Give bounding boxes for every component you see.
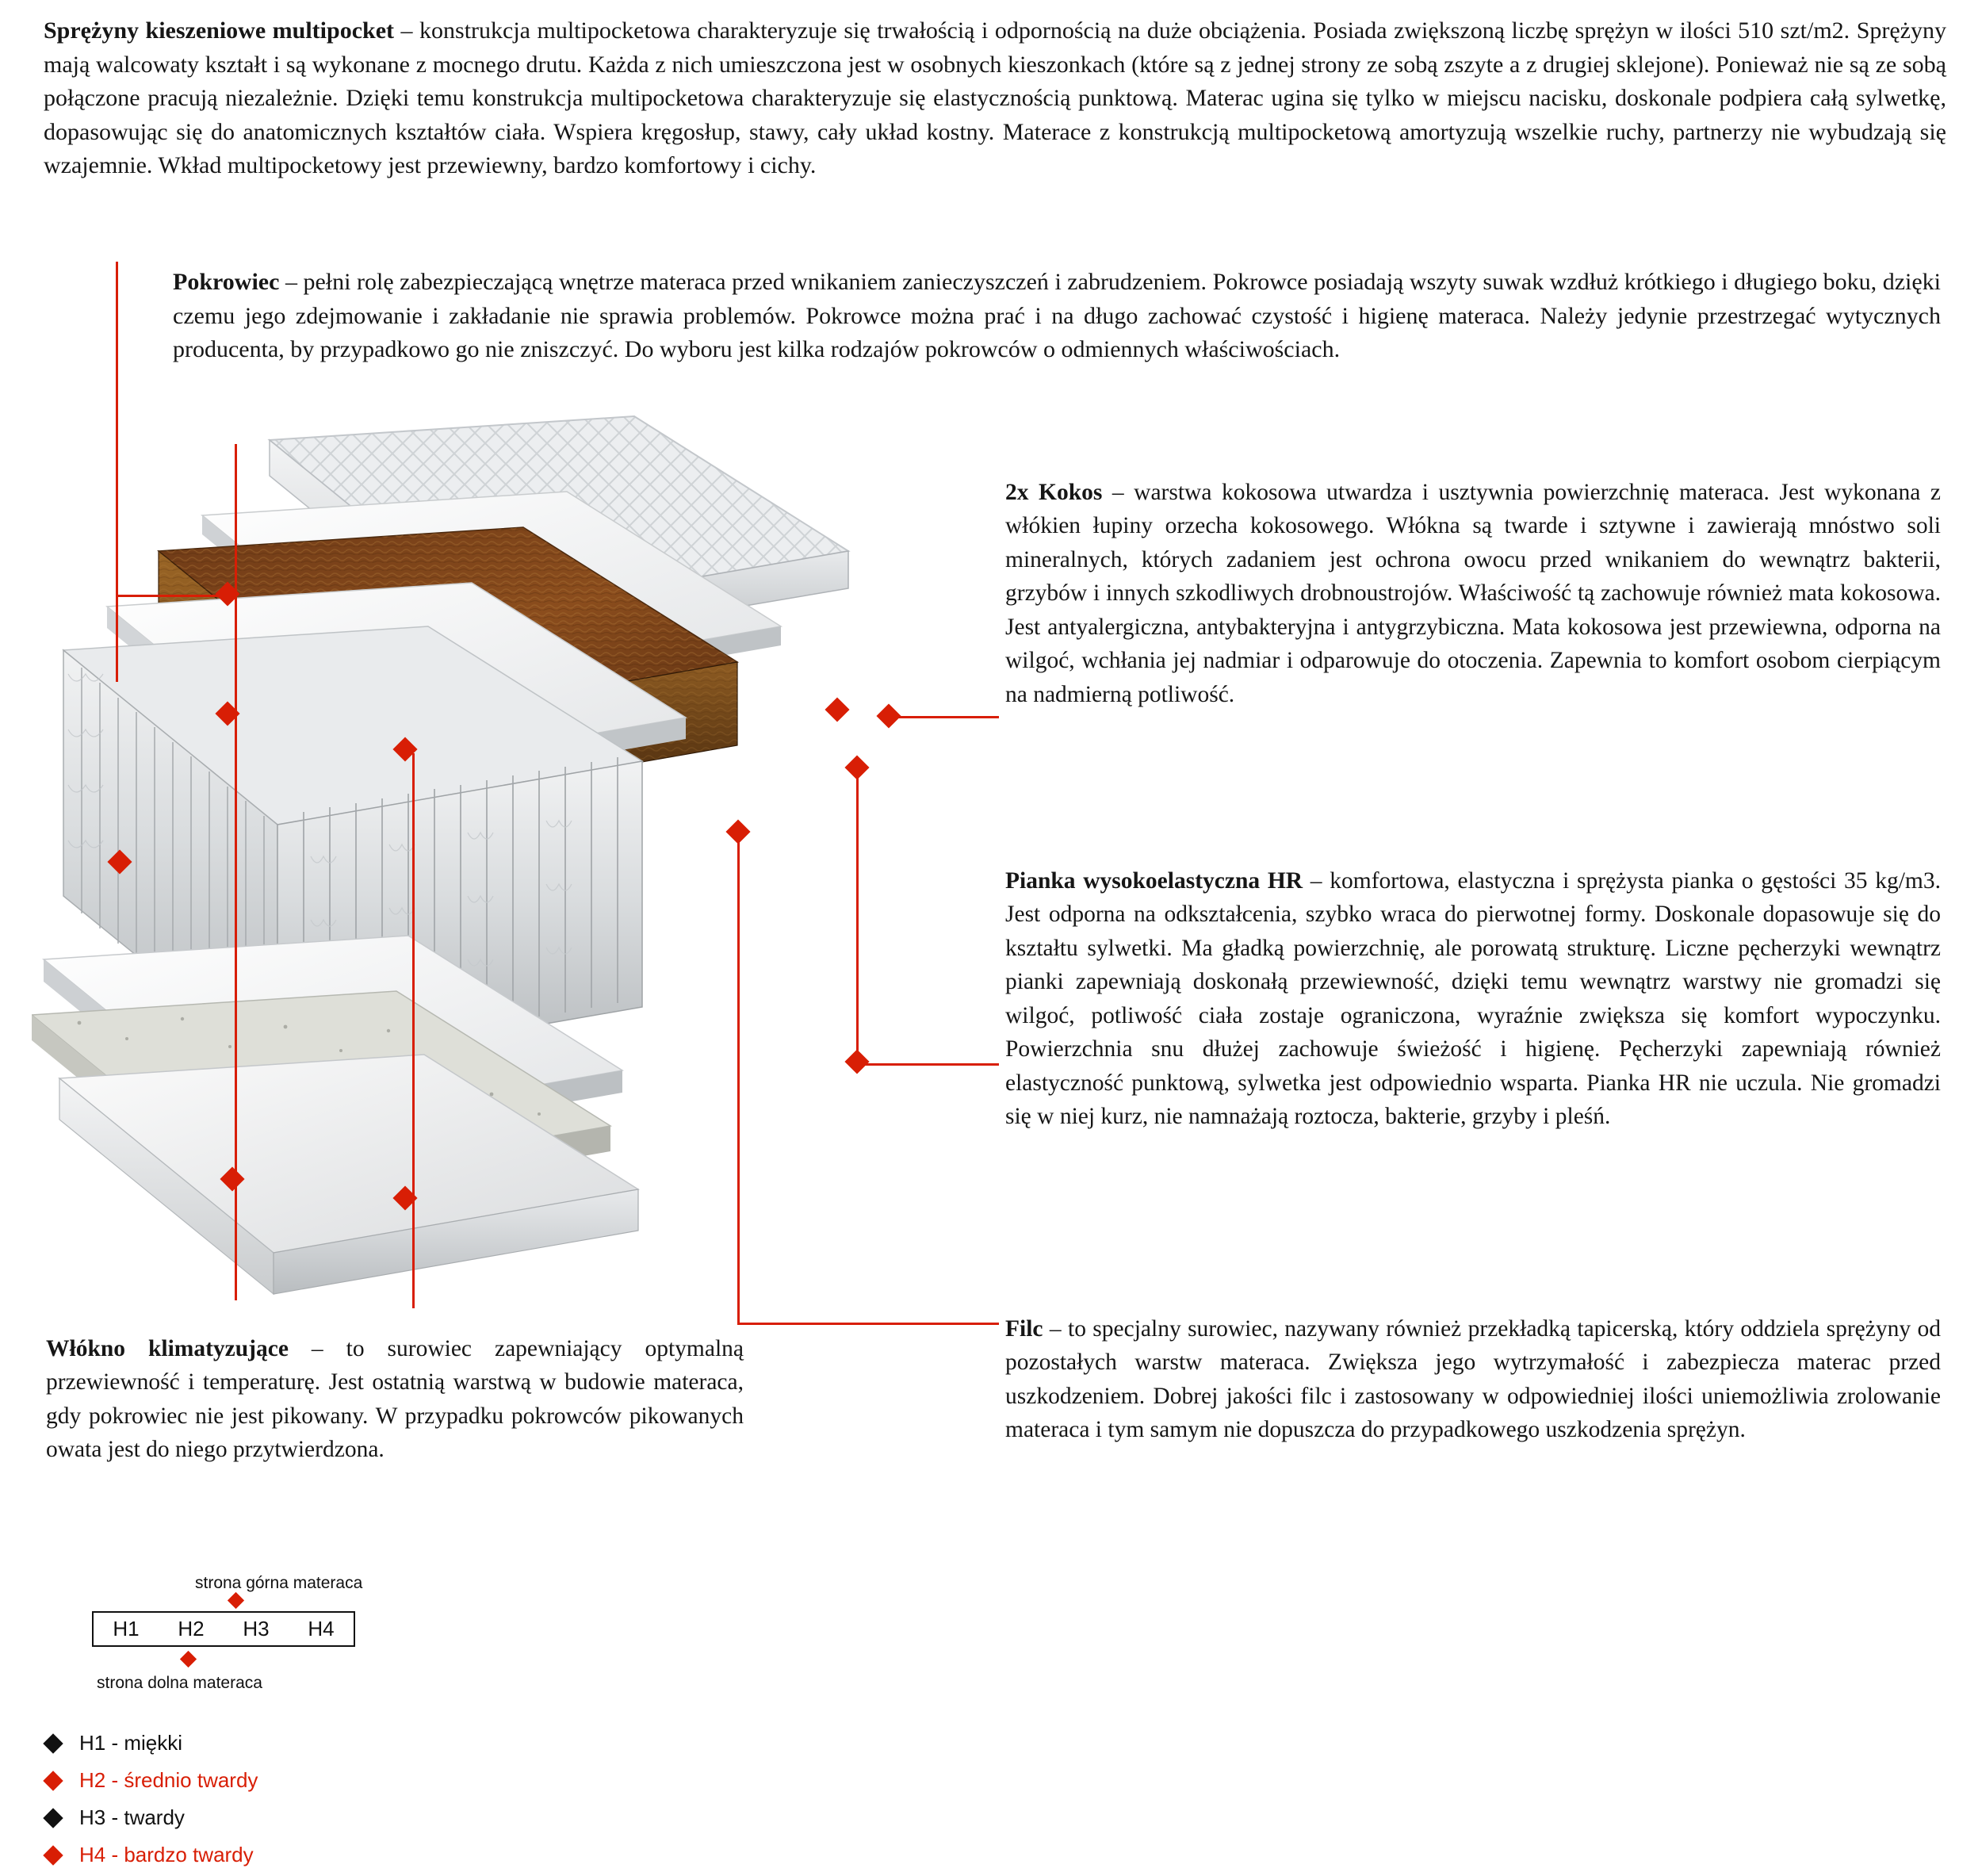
- fiber-body: – to surowiec zapewniający optymalną przewiewność i temperaturę. Jest ostatnią warstwą w budowie materaca, gdy pokrowiec nie jest pikowany. W przypadku pokrowców pikowanych owata jest do niego przytwierdzona.: [46, 1336, 744, 1463]
- coconut-body: – warstwa kokosowa utwardza i usztywnia powierzchnię materaca. Jest wykonana z włókien łupiny orzecha kokosowego. Włókna są twarde i sztywne i zawierają mnóstwo soli mineralnych, których zadaniem jest ochrona owocu przed wnikaniem do wewnątrz bakterii, grzybów i innych szkodliwych drobnoustrojów. Właściwość tą zachowuje również mata kokosowa. Jest antyalergiczna, antybakteryjna i antygrzybiczna. Mata kokosowa jest przewiewna, odporna na wilgoć, wchłania jej nadmiar i odparowuje do otoczenia. Zapewnia to komfort osobom cierpiącym na nadmierną potliwość.: [1005, 480, 1941, 707]
- cover-title: Pokrowiec: [173, 269, 280, 295]
- coconut-description: [1005, 476, 1941, 711]
- leader-foam-vertical: [856, 768, 859, 1066]
- scale-marker-bottom: [180, 1651, 197, 1667]
- scale-cell-h4: H4: [308, 1617, 335, 1641]
- scale-top-label: strona górna materaca: [195, 1574, 363, 1592]
- leader-coconut-horizontal: [888, 716, 999, 718]
- leader-felt-horizontal: [737, 1323, 999, 1325]
- diamond-icon: [43, 1808, 63, 1828]
- cover-body: – pełni rolę zabezpieczającą wnętrze materaca przed wnikaniem zanieczyszczeń i zabrudzeniem. Pokrowce posiadają wszyty suwak wzdłuż krótkiego i długiego boku, dzięki czemu jego zdejmowanie i zakładanie nie sprawia problemów. Pokrowce można prać i na długo zachować czystość i higienę materaca. Należy jedynie przestrzegać wytycznych producenta, by przypadkowo go nie zniszczyć. Do wyboru jest kilka rodzajów pokrowców o odmiennych właściwościach.: [173, 269, 1941, 363]
- mattress-layers-illustration: [32, 412, 975, 1316]
- cover-description: [173, 266, 1941, 367]
- leader-cover-horizontal: [116, 595, 227, 597]
- leader-foam-horizontal: [856, 1063, 999, 1066]
- legend-label-h4: H4 - bardzo twardy: [79, 1843, 254, 1866]
- springs-body: – konstrukcja multipocketowa charakteryzuje się trwałością i odpornością na duże obciążenia. Posiada zwiększoną liczbę sprężyn w ilości 510 szt/m2. Sprężyny mają walcowaty kształt i są wykonane z mocnego drutu. Każda z nich umieszczona jest w osobnych kieszonkach (które są z jednej strony ze sobą zszyte a z drugiej sklejone). Ponieważ nie są ze sobą połączone pracują niezależnie. Dzięki temu konstrukcja multipocketowa charakteryzuje się elastycznością punktową. Materac ugina się tylko w miejscu nacisku, doskonale podpiera całą sylwetkę, dopasowując się do anatomicznych kształtów ciała. Wspiera kręgosłup, stawy, cały układ kostny. Materace z konstrukcją multipocketową amortyzują wszelkie ruchy, partnerzy nie wybudzają się wzajemnie. Wkład multipocketowy jest przewiewny, bardzo komfortowy i cichy.: [44, 17, 1946, 179]
- foam-body: – komfortowa, elastyczna i sprężysta pianka o gęstości 35 kg/m3. Jest odporna na odkształcenia, szybko wraca do pierwotnej formy. Doskonale dopasowuje się do kształtu sylwetki. Ma gładką powierzchnię, ale porowatą strukturę. Liczne pęcherzyki wewnątrz pianki zapewniają doskonałą przewiewność, dzięki temu wewnątrz warstwy nie gromadzi się wilgoć, potliwość ciała zostaje ograniczona, wyraźnie zwiększa się komfort wypoczynku. Powierzchnia snu dłużej zachowuje świeżość i higienę. Pęcherzyki zapewniają również elastyczność punktową, sylwetka jest odpowiednio wsparta. Pianka HR nie uczula. Nie gromadzi się w niej kurz, nie namnażają roztocza, bakterie, grzyby i pleśń.: [1005, 868, 1941, 1130]
- springs-description: [44, 14, 1946, 183]
- leader-felt-vertical: [737, 833, 740, 1324]
- scale-cell-h3: H3: [243, 1617, 270, 1641]
- leader-springs-vertical: [235, 444, 237, 1300]
- diamond-icon: [43, 1733, 63, 1753]
- scale-box: [92, 1611, 355, 1647]
- foam-title: Pianka wysokoelastyczna HR: [1005, 868, 1303, 894]
- felt-body: – to specjalny surowiec, nazywany również przekładką tapicerską, który oddziela sprężyny od pozostałych warstw materaca. Zwiększa jego wytrzymałość i zabezpiecza materac przed uszkodzeniem. Dobrej jakości filc i zastosowany w odpowiedniej ilości uniemożliwia zrolowanie materaca i tym samym nie dopuszcza do przypadkowego uszkodzenia sprężyn.: [1005, 1316, 1941, 1443]
- leader-fiber-vertical: [412, 753, 415, 1308]
- legend-item-h2: [46, 1762, 601, 1799]
- coconut-title: 2x Kokos: [1005, 480, 1103, 505]
- leader-cover-vertical: [116, 262, 118, 682]
- legend-label-h1: H1 - miękki: [79, 1731, 183, 1755]
- scale-bottom-label: strona dolna materaca: [97, 1674, 262, 1692]
- foam-description: [1005, 864, 1941, 1134]
- hardness-scale: [46, 1574, 601, 1701]
- hardness-legend: [46, 1725, 601, 1874]
- legend-label-h2: H2 - średnio twardy: [79, 1768, 258, 1792]
- diamond-icon: [43, 1771, 63, 1790]
- scale-cell-h1: H1: [113, 1617, 140, 1641]
- diamond-icon: [43, 1845, 63, 1865]
- legend-item-h1: [46, 1725, 601, 1762]
- legend-label-h3: H3 - twardy: [79, 1805, 185, 1829]
- springs-title: Sprężyny kieszeniowe multipocket: [44, 17, 394, 44]
- felt-description: [1005, 1312, 1941, 1447]
- felt-title: Filc: [1005, 1316, 1043, 1342]
- scale-cell-h2: H2: [178, 1617, 205, 1641]
- fiber-title: Włókno klimatyzujące: [46, 1336, 289, 1361]
- legend-item-h3: [46, 1799, 601, 1836]
- legend-item-h4: [46, 1836, 601, 1874]
- scale-marker-top: [228, 1592, 244, 1609]
- fiber-description: [46, 1332, 744, 1467]
